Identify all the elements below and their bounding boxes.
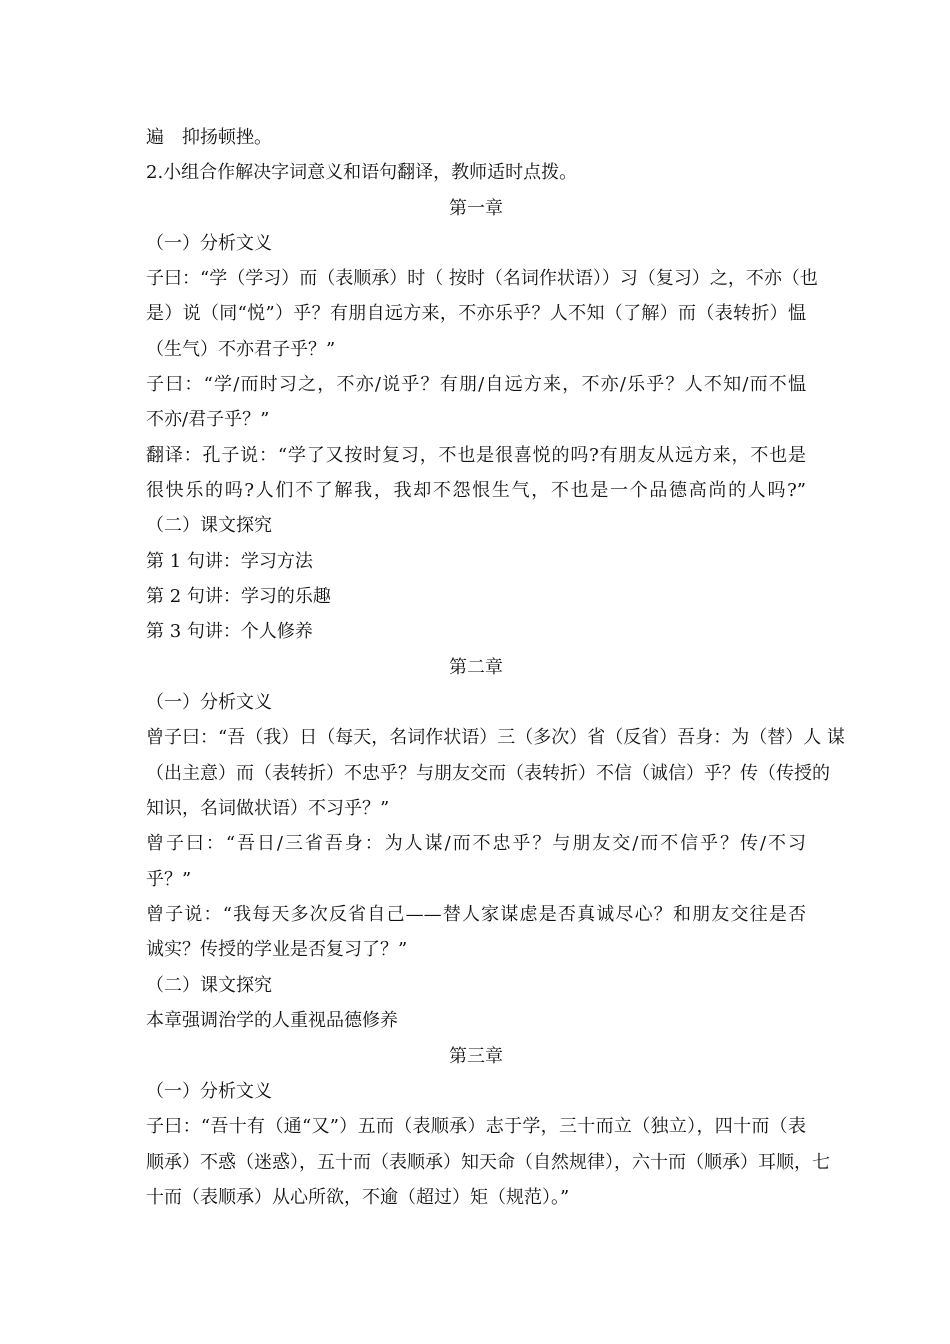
- section-heading: （二）课文探究: [146, 975, 272, 996]
- text-line: 诚实？传授的学业是否复习了？”: [146, 939, 408, 960]
- text-line: 子曰：“学/而时习之，不亦/说乎？有朋/自远方来，不亦/乐乎？人不知/而不愠: [146, 374, 806, 395]
- text-line: 顺承）不惑（迷惑），五十而（表顺承）知天命（自然规律），六十而（顺承）耳顺，七: [146, 1152, 830, 1173]
- text-line: 是）说（同“悦”）乎？有朋自远方来，不亦乐乎？人不知（了解）而（表转折）愠: [146, 303, 806, 324]
- section-heading: （二）课文探究: [146, 515, 272, 536]
- text-line: 第 3 句讲：个人修养: [146, 621, 313, 642]
- text-line: 曾子说：“我每天多次反省自己——替人家谋虑是否真诚尽心？和朋友交往是否: [146, 904, 806, 925]
- text-line: （生气）不亦君子乎？”: [146, 339, 336, 360]
- text-line: 很快乐的吗?人们不了解我，我却不怨恨生气，不也是一个品德高尚的人吗?”: [146, 480, 806, 501]
- text-line: 不亦/君子乎？”: [146, 409, 270, 430]
- text-line: 本章强调治学的人重视品德修养: [146, 1010, 398, 1031]
- text-line: 曾子曰：“吾（我）日（每天，名词作状语）三（多次）省（反省）吾身：为（替）人 谋: [146, 727, 845, 748]
- text-line: 乎？”: [146, 869, 192, 890]
- text-line: 翻译：孔子说：“学了又按时复习，不也是很喜悦的吗?有朋友从远方来，不也是: [146, 445, 806, 466]
- text-line: 第 2 句讲：学习的乐趣: [146, 586, 331, 607]
- chapter-heading: 第三章: [449, 1046, 503, 1067]
- text-line: 2.小组合作解决字词意义和语句翻译，教师适时点拨。: [146, 162, 578, 183]
- section-heading: （一）分析文义: [146, 1081, 272, 1102]
- text-line: 遍 抑扬顿挫。: [146, 127, 272, 148]
- chapter-heading: 第一章: [449, 198, 503, 219]
- text-line: 曾子曰：“吾日/三省吾身：为人谋/而不忠乎？与朋友交/而不信乎？传/不习: [146, 833, 806, 854]
- section-heading: （一）分析文义: [146, 692, 272, 713]
- text-line: 知识，名词做状语）不习乎？”: [146, 798, 390, 819]
- section-heading: （一）分析文义: [146, 233, 272, 254]
- chapter-heading: 第二章: [449, 657, 503, 678]
- text-line: 子曰：“吾十有（通“又”）五而（表顺承）志于学，三十而立（独立），四十而（表: [146, 1116, 806, 1137]
- text-line: 第 1 句讲：学习方法: [146, 551, 313, 572]
- text-line: 十而（表顺承）从心所欲，不逾（超过）矩（规范）。”: [146, 1187, 570, 1208]
- text-line: 子曰：“学（学习）而（表顺承）时（ 按时（名词作状语））习（复习）之，不亦（也: [146, 268, 818, 289]
- text-line: （出主意）而（表转折）不忠乎？与朋友交而（表转折）不信（诚信）乎？传（传授的: [146, 763, 830, 784]
